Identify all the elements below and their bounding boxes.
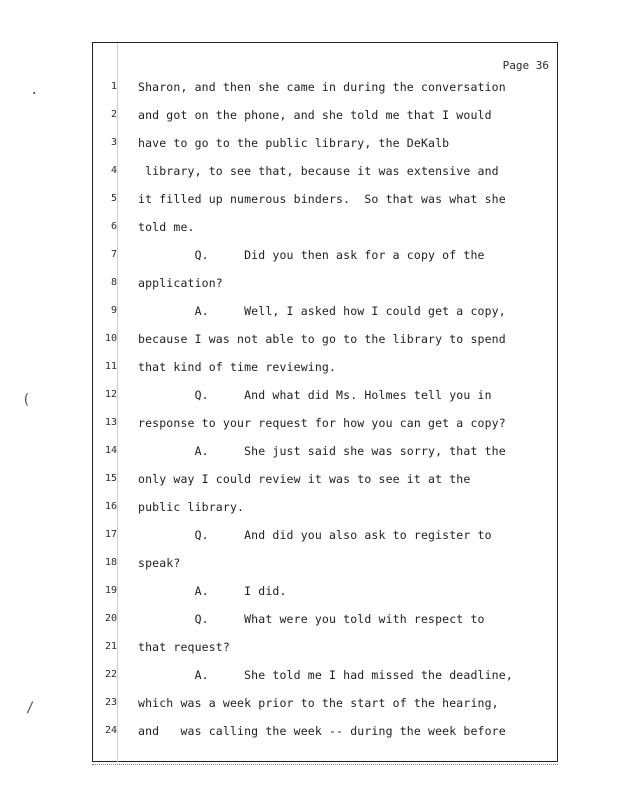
line-text: Q. And did you also ask to register to — [138, 528, 492, 542]
transcript-line — [93, 217, 559, 237]
line-number: 18 — [104, 557, 117, 568]
transcript-line — [93, 385, 559, 405]
line-text: that kind of time reviewing. — [138, 360, 337, 374]
line-number: 20 — [104, 613, 117, 624]
transcript-line — [93, 133, 559, 153]
line-number: 10 — [104, 333, 117, 344]
line-text: Q. What were you told with respect to — [138, 612, 485, 626]
line-text: which was a week prior to the start of the hearing, — [138, 696, 499, 710]
transcript-line — [93, 693, 559, 713]
transcript-line — [93, 581, 559, 601]
line-text: application? — [138, 276, 223, 290]
line-text: public library. — [138, 500, 245, 514]
transcript-line — [93, 553, 559, 573]
transcript-line — [93, 357, 559, 377]
transcript-line — [93, 77, 559, 97]
line-number: 21 — [104, 641, 117, 652]
transcript-line — [93, 469, 559, 489]
line-number: 22 — [104, 669, 117, 680]
transcript-line — [93, 441, 559, 461]
line-number: 8 — [110, 277, 117, 288]
transcript-line — [93, 301, 559, 321]
transcript-line — [93, 609, 559, 629]
line-number: 2 — [110, 109, 117, 120]
line-text: and got on the phone, and she told me that I would — [138, 108, 492, 122]
transcript-line — [93, 637, 559, 657]
line-text: A. She just said she was sorry, that the — [138, 444, 506, 458]
line-text: Q. Did you then ask for a copy of the — [138, 248, 485, 262]
line-text: A. I did. — [138, 584, 287, 598]
line-text: Q. And what did Ms. Holmes tell you in — [138, 388, 492, 402]
scan-mark-middle: ( — [22, 392, 31, 408]
scan-mark-top: · — [30, 86, 39, 102]
line-text: have to go to the public library, the DeKalb — [138, 136, 450, 150]
transcript-line — [93, 329, 559, 349]
line-number: 17 — [104, 529, 117, 540]
bottom-scan-edge — [92, 764, 558, 765]
transcript-line — [93, 273, 559, 293]
line-text: and was calling the week -- during the week before — [138, 724, 506, 738]
line-number: 23 — [104, 697, 117, 708]
transcript-line — [93, 105, 559, 125]
line-number: 11 — [104, 361, 117, 372]
line-text: library, to see that, because it was extensive and — [138, 164, 499, 178]
line-number: 12 — [104, 389, 117, 400]
line-text: told me. — [138, 220, 195, 234]
scan-mark-bottom: / — [26, 700, 35, 716]
line-number: 9 — [110, 305, 117, 316]
line-number: 3 — [110, 137, 117, 148]
line-number: 13 — [104, 417, 117, 428]
page-number: Page 36 — [502, 59, 549, 72]
transcript-line — [93, 721, 559, 741]
line-number: 4 — [110, 165, 117, 176]
transcript-page — [92, 42, 558, 762]
line-number: 15 — [104, 473, 117, 484]
line-number: 5 — [110, 193, 117, 204]
transcript-line — [93, 189, 559, 209]
line-text: only way I could review it was to see it at the — [138, 472, 471, 486]
transcript-line — [93, 665, 559, 685]
transcript-line — [93, 497, 559, 517]
line-text: it filled up numerous binders. So that was what she — [138, 192, 506, 206]
transcript-line — [93, 525, 559, 545]
transcript-line — [93, 245, 559, 265]
line-text: Sharon, and then she came in during the conversation — [138, 80, 506, 94]
line-number: 14 — [104, 445, 117, 456]
line-text: because I was not able to go to the library to spend — [138, 332, 506, 346]
line-number: 16 — [104, 501, 117, 512]
line-number: 7 — [110, 249, 117, 260]
transcript-line — [93, 161, 559, 181]
line-text: response to your request for how you can get a copy? — [138, 416, 506, 430]
line-text: A. She told me I had missed the deadline, — [138, 668, 513, 682]
line-text: A. Well, I asked how I could get a copy, — [138, 304, 506, 318]
line-number: 6 — [110, 221, 117, 232]
line-number: 19 — [104, 585, 117, 596]
line-text: that request? — [138, 640, 230, 654]
transcript-line — [93, 413, 559, 433]
line-number: 1 — [110, 81, 117, 92]
line-number: 24 — [104, 725, 117, 736]
line-text: speak? — [138, 556, 181, 570]
